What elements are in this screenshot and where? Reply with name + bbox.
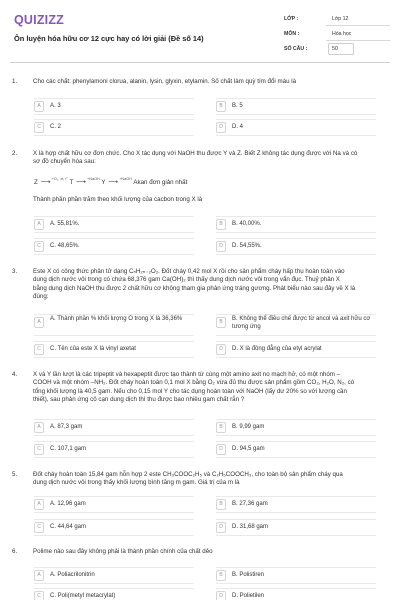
option-b[interactable] (216, 98, 376, 115)
meta-label: LỚP : (284, 16, 299, 22)
question-number: 4. (12, 371, 18, 378)
option-text: B. 9,99 gam (232, 424, 265, 430)
option-letter: A (34, 219, 44, 230)
option-text: C. Tên của este X là vinyl axetat (50, 346, 136, 352)
option-text: A. Thành phần % khối lượng O trong X là 36,36% (50, 316, 183, 322)
scheme-condition: +O₂, xt, t° (51, 177, 68, 181)
option-text: B. 27,36 gam (232, 501, 268, 507)
meta-box (282, 12, 390, 57)
question-line: Cho các chất: phenylamoni clorua, alanin, lysin, glyxin, etylamin. Số chất làm quỳ tím đổi màu là (33, 78, 297, 85)
arrow-icon: ⟶ (108, 179, 119, 186)
meta-underline (326, 40, 390, 41)
header-divider (10, 62, 390, 63)
question-text (33, 150, 386, 167)
question-text (33, 196, 386, 204)
option-letter: C (34, 344, 44, 355)
option-a[interactable] (34, 216, 194, 233)
option-a[interactable] (34, 419, 194, 436)
option-text: D. X là đồng đẳng của etyl acrylat (232, 346, 322, 352)
option-a[interactable] (34, 567, 194, 584)
quizizz-logo: QUIZIZZ (14, 13, 65, 27)
question-line: dung dịch nước vôi trong thấy khối lượng bình tăng m gam. Giá trị của m là (33, 479, 240, 487)
option-letter: B (216, 101, 226, 112)
option-b[interactable] (216, 314, 376, 336)
scheme-product: Akan đơn giản nhất (133, 179, 188, 186)
option-a[interactable] (34, 314, 194, 336)
meta-row-count (282, 42, 390, 57)
option-text: B. 5 (232, 103, 243, 109)
option-text: D. 94,5 gam (232, 446, 265, 452)
question-text (33, 268, 386, 301)
meta-label: SỐ CÂU : (284, 46, 308, 52)
question-number: 3. (12, 268, 18, 275)
question-text (33, 548, 386, 556)
question-line: thiết), sau phản ứng cô cạn dung dịch thì thu được bao nhiêu gam chất rắn ? (33, 396, 245, 404)
option-letter: C (34, 522, 44, 533)
option-text: C. Poli(metyl metacrylat) (50, 593, 116, 599)
question-line: Este X có công thức phân tử dạng CₙH₂ₙ₋₂O₂. Đốt cháy 0,42 mol X rồi cho sản phẩm cháy hấp thụ hoàn toàn vào (33, 268, 345, 275)
meta-value: Hóa học (332, 31, 352, 37)
scheme-condition: +NaOH (119, 177, 132, 181)
option-text: D. 4 (232, 124, 244, 130)
question-line: dung dịch nước vôi trong có chứa 68,376 gam Ca(OH)₂ thì thấy dung dịch nước vôi trong vẩn đục. Thuỷ phân X (33, 276, 340, 284)
option-letter: C (34, 122, 44, 133)
option-text: B. 40,00%. (232, 221, 262, 227)
question-text (33, 78, 386, 86)
option-letter: D (216, 522, 226, 533)
question-count-box: 50 (328, 43, 354, 55)
option-text: B. Không thể điều chế được từ ancol và axit hữu cơ tương ứng (232, 316, 371, 330)
meta-row-subject (282, 27, 390, 42)
arrow-icon: ⟶ (40, 179, 51, 186)
option-letter: A (34, 570, 44, 581)
option-text: C. 2 (50, 124, 62, 130)
option-c[interactable] (34, 238, 194, 255)
option-d[interactable] (216, 441, 376, 458)
option-letter: B (216, 422, 226, 433)
question-line: Thành phần phần trăm theo khối lượng của cacbon trong X là (33, 196, 203, 203)
page-title: Ôn luyện hóa hữu cơ 12 cực hay có lời giải (Đề số 14) (14, 34, 204, 43)
question-line: COOH và một nhóm –NH₂. Đốt cháy hoàn toàn 0,1 mol X bằng O₂ vừa đủ thu được sản phẩm gồm CO₂, H₂O, N₂, có (33, 379, 355, 387)
question-line: Đốt cháy hoàn toàn 15,84 gam hỗn hợp 2 este CH₃COOC₂H₅ và C₂H₅COOCH₃, cho toàn bộ sản phẩm cháy qua (33, 471, 343, 478)
option-text: A. 87,3 gam (50, 424, 83, 430)
option-letter: C (34, 241, 44, 252)
option-letter: B (216, 317, 226, 328)
question-line: đúng: (33, 293, 49, 301)
option-letter: D (216, 344, 226, 355)
option-letter: B (216, 570, 226, 581)
option-text: D. 54,55%. (232, 243, 262, 249)
option-text: D. 31,68 gam (232, 524, 269, 530)
option-letter: A (34, 317, 44, 328)
option-d[interactable] (216, 341, 376, 358)
question-line: bằng dung dịch NaOH thu được 2 chất hữu cơ không tham gia phản ứng tráng gương. Phát biểu nào sau đây về X là (33, 284, 356, 292)
question-number: 5. (12, 471, 18, 478)
option-text: C. 48,65%. (50, 243, 80, 249)
arrow-icon: ⟶ (75, 179, 87, 186)
question-line: tổng khối lượng là 40,5 gam. Nếu cho 0,15 mol Y cho tác dụng hoàn toàn với NaOH (lấy dư 20% so với lượng cần (33, 387, 347, 395)
option-text: A. Poliacrilonitrin (50, 572, 95, 578)
option-c[interactable] (34, 519, 194, 536)
option-letter: C (34, 444, 44, 455)
option-b[interactable] (216, 419, 376, 436)
option-c[interactable] (34, 588, 194, 600)
option-c[interactable] (34, 341, 194, 358)
option-d[interactable] (216, 519, 376, 536)
question-line: Polime nào sau đây không phải là thành phần chính của chất dẻo (33, 548, 213, 555)
option-letter: A (34, 499, 44, 510)
option-letter: D (216, 122, 226, 133)
option-letter: C (34, 591, 44, 600)
option-letter: D (216, 591, 226, 600)
question-text (33, 471, 386, 488)
option-a[interactable] (34, 98, 194, 115)
question-number: 2. (12, 150, 18, 157)
option-text: C. 107,1 gam (50, 446, 87, 452)
scheme-y: Y (101, 179, 106, 186)
option-d[interactable] (216, 588, 376, 600)
question-number: 1. (12, 78, 18, 85)
option-b[interactable] (216, 567, 376, 584)
option-a[interactable] (34, 496, 194, 513)
option-text: C. 44,64 gam (50, 524, 87, 530)
scheme-z: Z (34, 179, 38, 186)
meta-row-class (282, 12, 390, 27)
option-c[interactable] (34, 119, 194, 136)
option-letter: A (34, 101, 44, 112)
meta-underline (326, 25, 390, 26)
option-letter: A (34, 422, 44, 433)
option-d[interactable] (216, 238, 376, 255)
option-d[interactable] (216, 119, 376, 136)
meta-label: MÔN : (284, 31, 300, 37)
option-c[interactable] (34, 441, 194, 458)
option-letter: B (216, 499, 226, 510)
option-text: B. Polistiren (232, 572, 265, 578)
meta-value: Lớp 12 (332, 16, 349, 22)
option-text: A. 55,81%. (50, 221, 80, 227)
option-letter: D (216, 444, 226, 455)
scheme-t: T (69, 179, 74, 186)
option-letter: D (216, 241, 226, 252)
option-text: D. Polietilen (232, 593, 265, 599)
option-letter: B (216, 219, 226, 230)
option-text: A. 12,96 gam (50, 501, 86, 507)
question-text (33, 371, 386, 404)
question-line: X là hợp chất hữu cơ đơn chức. Cho X tác dụng với NaOH thu được Y và Z. Biết Z không tác dụng được với Na và có (33, 150, 358, 157)
option-text: A. 3 (50, 103, 61, 109)
scheme-condition: +NaOH (87, 177, 100, 181)
question-number: 6. (12, 548, 18, 555)
option-b[interactable] (216, 496, 376, 513)
question-line: sơ đồ chuyển hóa sau: (33, 158, 96, 166)
conversion-scheme (34, 178, 187, 187)
question-line: X và Y lần lượt là các tripeptit và hexapeptit được tạo thành từ cùng một amino axit no mạch hở, có một nhóm – (33, 371, 341, 378)
option-b[interactable] (216, 216, 376, 233)
